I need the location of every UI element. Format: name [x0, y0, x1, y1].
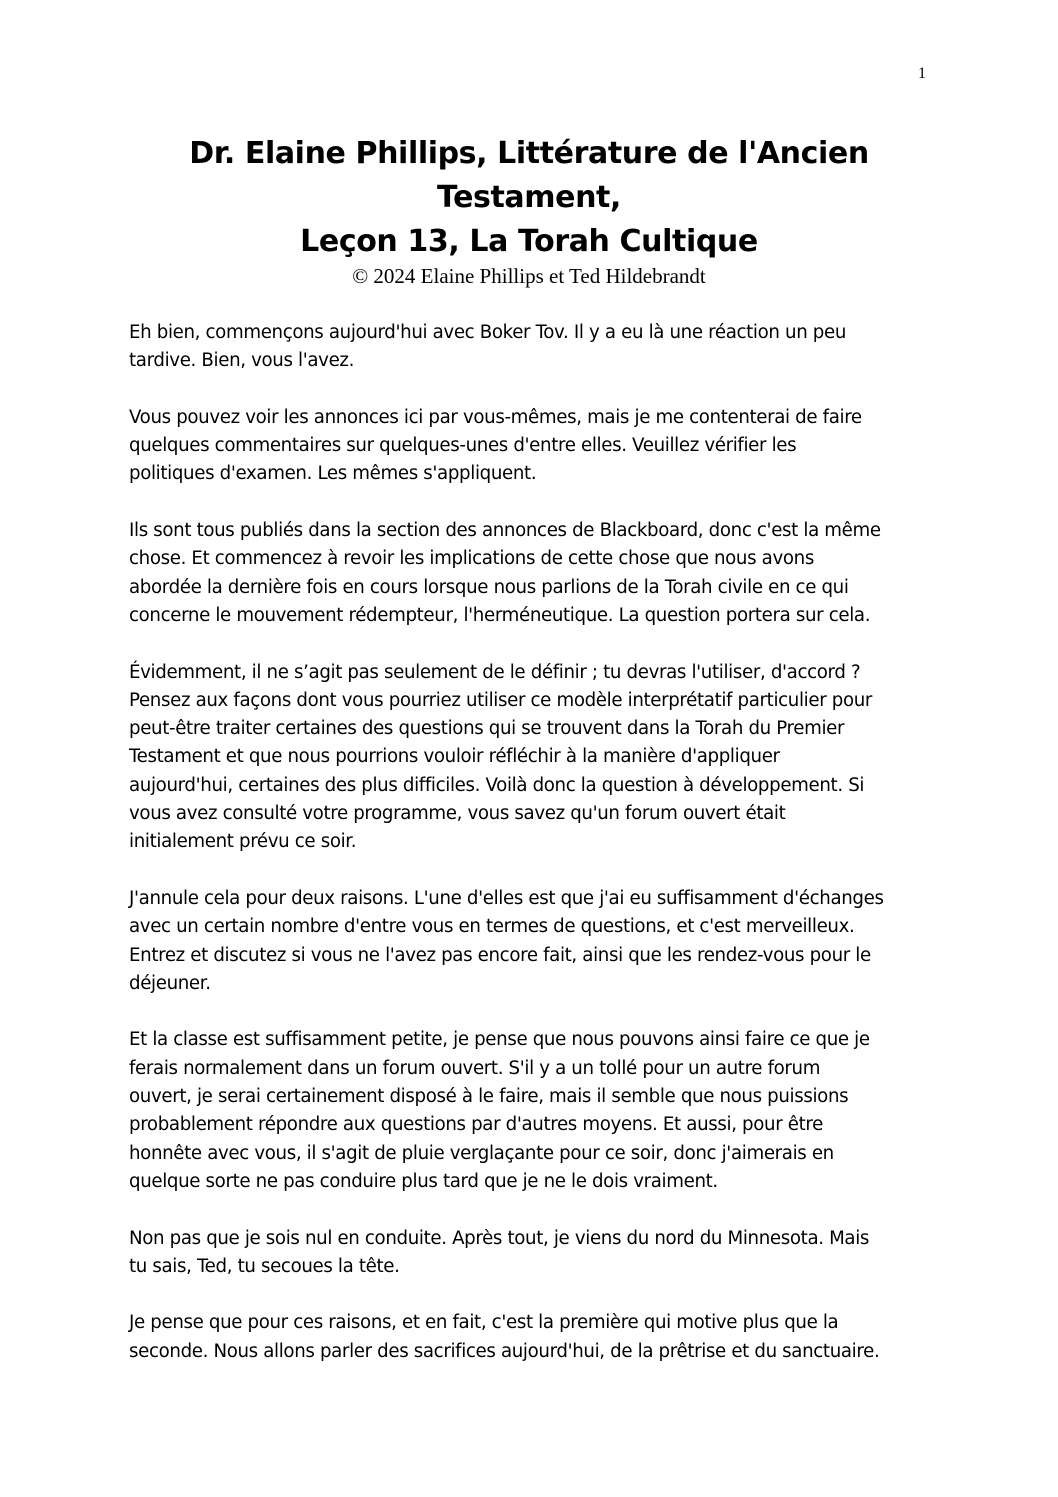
- body-paragraph: [129, 404, 929, 489]
- text-line: politiques d'examen. Les mêmes s'appliquent.: [129, 463, 537, 485]
- document-title-line-2: Testament,: [437, 180, 621, 215]
- document-title-line-3: Leçon 13, La Torah Cultique: [300, 224, 758, 259]
- text-line: déjeuner.: [129, 972, 211, 994]
- text-line: J'annule cela pour deux raisons. L'une d'elles est que j'ai eu suffisamment d'échanges: [129, 887, 884, 909]
- body-paragraph: [129, 659, 929, 857]
- text-line: Et la classe est suffisamment petite, je pense que nous pouvons ainsi faire ce que je: [129, 1029, 870, 1051]
- body-paragraph: [129, 517, 929, 630]
- text-line: peut-être traiter certaines des questions qui se trouvent dans la Torah du Premier: [129, 718, 845, 740]
- text-line: ouvert, je serai certainement disposé à le faire, mais il semble que nous puissions: [129, 1086, 849, 1108]
- text-line: avec un certain nombre d'entre vous en termes de questions, et c'est merveilleux.: [129, 916, 855, 938]
- text-line: Testament et que nous pourrions vouloir réfléchir à la manière d'appliquer: [129, 746, 780, 768]
- body-paragraph: [129, 1225, 929, 1282]
- text-line: probablement répondre aux questions par d'autres moyens. Et aussi, pour être: [129, 1114, 823, 1136]
- body-paragraph: [129, 1026, 929, 1196]
- text-line: tardive. Bien, vous l'avez.: [129, 350, 355, 372]
- text-line: Évidemment, il ne s’agit pas seulement de le définir ; tu devras l'utiliser, d'accord ?: [129, 661, 861, 683]
- body-paragraph: [129, 1309, 929, 1366]
- page-number: 1: [918, 65, 926, 82]
- copyright-notice: © 2024 Elaine Phillips et Ted Hildebrandt: [352, 264, 706, 288]
- text-line: vous avez consulté votre programme, vous savez qu'un forum ouvert était: [129, 803, 786, 825]
- text-line: chose. Et commencez à revoir les implications de cette chose que nous avons: [129, 548, 814, 570]
- text-line: concerne le mouvement rédempteur, l'herméneutique. La question portera sur cela.: [129, 604, 871, 626]
- document-title-line-1: Dr. Elaine Phillips, Littérature de l'Ancien: [189, 136, 869, 171]
- text-line: abordée la dernière fois en cours lorsque nous parlions de la Torah civile en ce qui: [129, 576, 849, 598]
- text-line: Ils sont tous publiés dans la section des annonces de Blackboard, donc c'est la même: [129, 520, 881, 542]
- text-line: Entrez et discutez si vous ne l'avez pas encore fait, ainsi que les rendez-vous pour le: [129, 944, 871, 966]
- title-block: [0, 132, 1058, 288]
- body-text: [129, 319, 929, 1394]
- text-line: ferais normalement dans un forum ouvert. S'il y a un tollé pour un autre forum: [129, 1057, 821, 1079]
- text-line: Non pas que je sois nul en conduite. Après tout, je viens du nord du Minnesota. Mais: [129, 1227, 870, 1249]
- text-line: quelques commentaires sur quelques-unes d'entre elles. Veuillez vérifier les: [129, 435, 797, 457]
- text-line: initialement prévu ce soir.: [129, 831, 357, 853]
- text-line: honnête avec vous, il s'agit de pluie verglaçante pour ce soir, donc j'aimerais en: [129, 1142, 834, 1164]
- text-line: aujourd'hui, certaines des plus difficiles. Voilà donc la question à développement. Si: [129, 774, 865, 796]
- text-line: Je pense que pour ces raisons, et en fait, c'est la première qui motive plus que la: [129, 1312, 839, 1334]
- text-line: Pensez aux façons dont vous pourriez utiliser ce modèle interprétatif particulier pour: [129, 689, 873, 711]
- body-paragraph: [129, 319, 929, 376]
- text-line: Vous pouvez voir les annonces ici par vous-mêmes, mais je me contenterai de faire: [129, 406, 862, 428]
- text-line: Eh bien, commençons aujourd'hui avec Boker Tov. Il y a eu là une réaction un peu: [129, 322, 847, 343]
- text-line: seconde. Nous allons parler des sacrifices aujourd'hui, de la prêtrise et du sanctuaire.: [129, 1340, 880, 1362]
- text-line: tu sais, Ted, tu secoues la tête.: [129, 1255, 400, 1277]
- body-paragraph: [129, 885, 929, 998]
- text-line: quelque sorte ne pas conduire plus tard que je ne le dois vraiment.: [129, 1170, 718, 1192]
